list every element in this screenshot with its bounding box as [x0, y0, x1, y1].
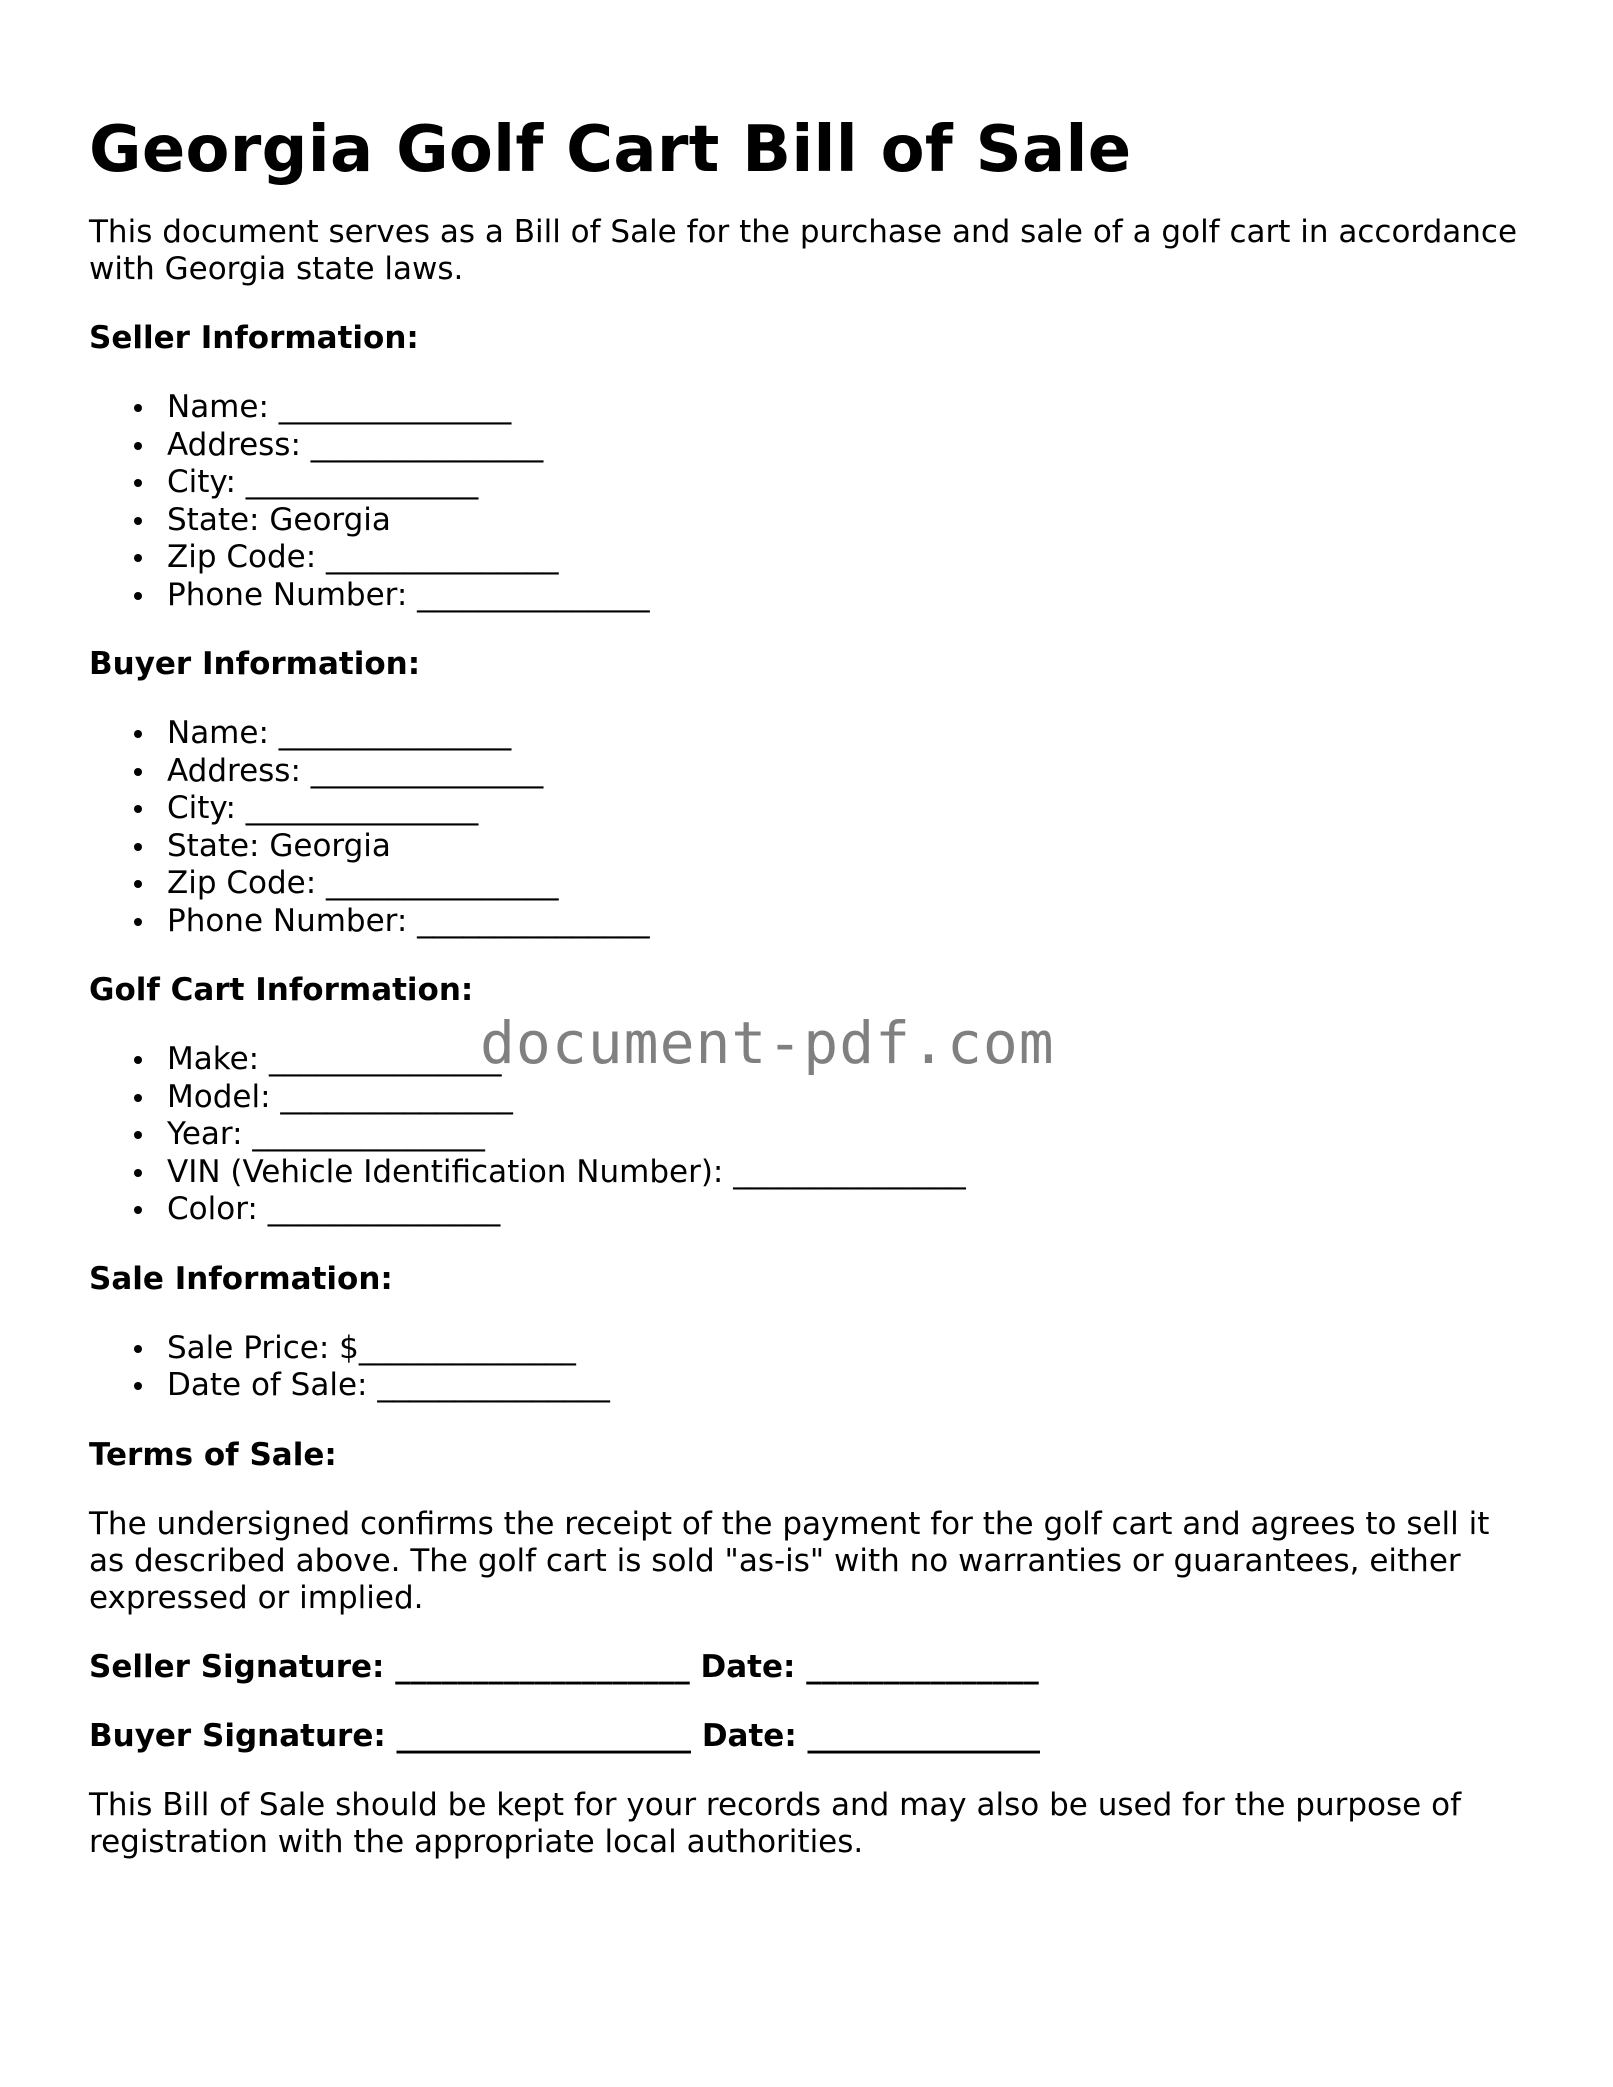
cart-year-field: Year: _______________ [89, 1116, 1529, 1154]
seller-heading: Seller Information: [89, 320, 419, 356]
sale-price-field: Sale Price: $______________ [89, 1330, 1529, 1368]
sale-list [89, 1330, 1529, 1405]
cart-model-field: Model: _______________ [89, 1079, 1529, 1117]
terms-paragraph: The undersigned confirms the receipt of the payment for the golf cart and agrees to sell it as described above. The golf cart is sold "as-is" with no warranties or guarantees, either expressed or implied. [89, 1505, 1490, 1616]
terms-heading: Terms of Sale: [89, 1436, 337, 1473]
seller-phone-field: Phone Number: _______________ [89, 577, 1529, 615]
buyer-heading: Buyer Information: [89, 646, 421, 682]
cart-vin-field: VIN (Vehicle Identification Number): _______________ [89, 1154, 1529, 1192]
seller-city-field: City: _______________ [89, 464, 1529, 502]
intro-paragraph: This document serves as a Bill of Sale for the purchase and sale of a golf cart in accordance with Georgia state laws. [89, 214, 1518, 287]
sale-date-field: Date of Sale: _______________ [89, 1367, 1529, 1405]
seller-list [89, 389, 1529, 614]
buyer-list [89, 715, 1529, 940]
seller-signature-line: Seller Signature: ___________________ Date: _______________ [89, 1648, 1039, 1685]
seller-zip-field: Zip Code: _______________ [89, 539, 1529, 577]
seller-name-field: Name: _______________ [89, 389, 1529, 427]
buyer-phone-field: Phone Number: _______________ [89, 903, 1529, 941]
cart-heading: Golf Cart Information: [89, 972, 474, 1008]
buyer-address-field: Address: _______________ [89, 753, 1529, 791]
buyer-city-field: City: _______________ [89, 790, 1529, 828]
document-page [89, 110, 1529, 1861]
closing-paragraph: This Bill of Sale should be kept for your records and may also be used for the purpose of registration with the appropriate local authorities. [89, 1786, 1461, 1860]
buyer-state-field: State: Georgia [89, 828, 1529, 866]
cart-make-field: Make: _______________ [89, 1041, 1529, 1079]
watermark-text: document-pdf.com [480, 1009, 1055, 1077]
document-title: Georgia Golf Cart Bill of Sale [89, 113, 1132, 187]
seller-address-field: Address: _______________ [89, 427, 1529, 465]
buyer-name-field: Name: _______________ [89, 715, 1529, 753]
sale-heading: Sale Information: [89, 1260, 393, 1297]
seller-state-field: State: Georgia [89, 502, 1529, 540]
buyer-zip-field: Zip Code: _______________ [89, 865, 1529, 903]
buyer-signature-line: Buyer Signature: ___________________ Date: _______________ [89, 1717, 1041, 1754]
cart-color-field: Color: _______________ [89, 1191, 1529, 1229]
